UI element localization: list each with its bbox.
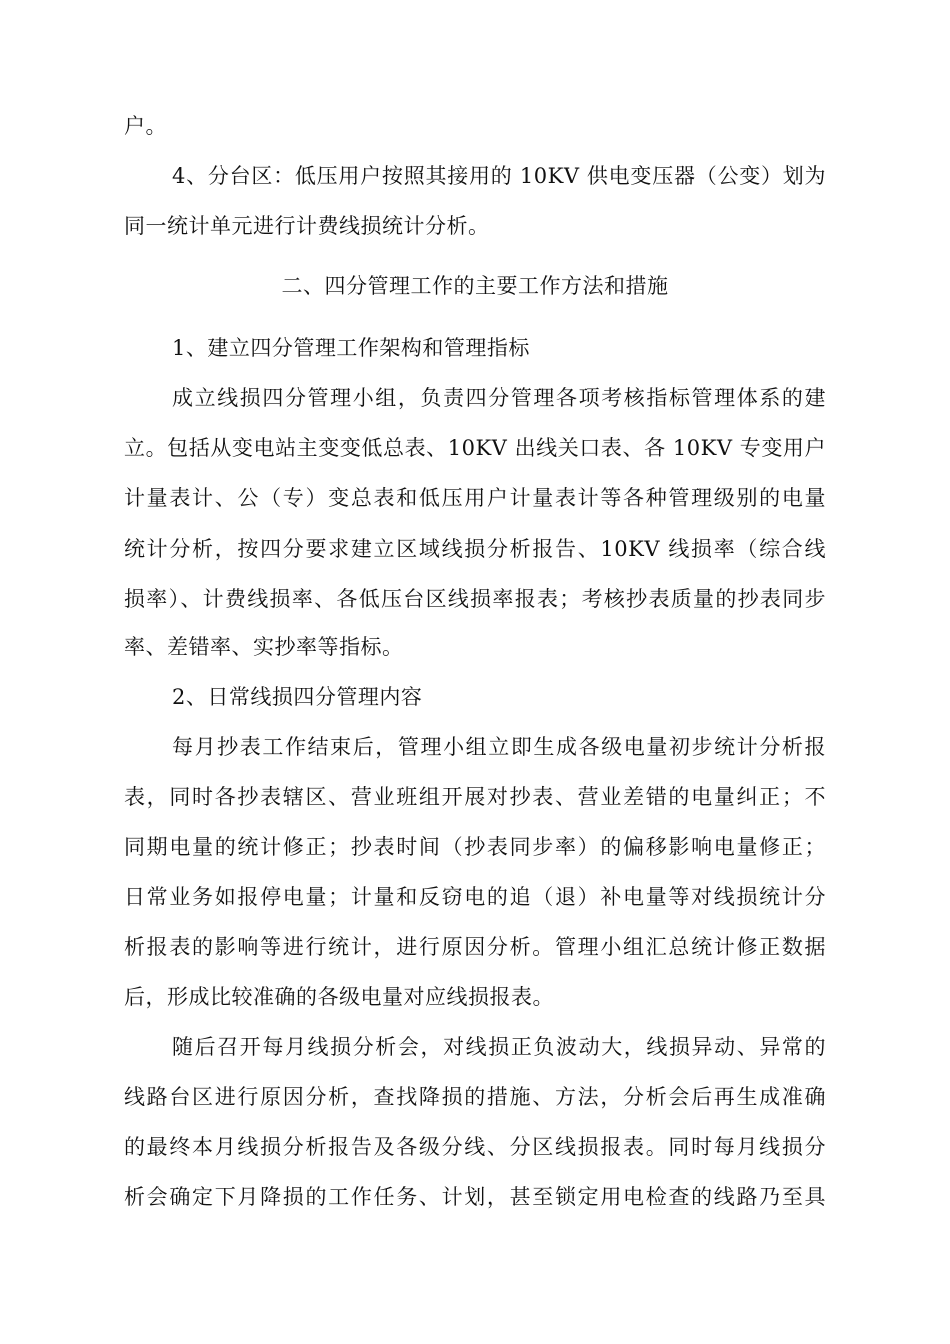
paragraph-line: 析报表的影响等进行统计，进行原因分析。管理小组汇总统计修正数据 — [124, 935, 826, 959]
subsection-heading: 2、日常线损四分管理内容 — [172, 685, 423, 709]
paragraph-line: 计量表计、公（专）变总表和低压用户计量表计等各种管理级别的电量 — [124, 486, 826, 510]
paragraph-line: 后，形成比较准确的各级电量对应线损报表。 — [124, 985, 554, 1009]
paragraph-line: 率、差错率、实抄率等指标。 — [124, 635, 404, 659]
paragraph-line: 成立线损四分管理小组，负责四分管理各项考核指标管理体系的建 — [172, 386, 826, 410]
paragraph-line: 同期电量的统计修正；抄表时间（抄表同步率）的偏移影响电量修正； — [124, 835, 826, 859]
section-heading: 二、四分管理工作的主要工作方法和措施 — [281, 274, 669, 298]
paragraph-line: 4、分台区：低压用户按照其接用的 10KV 供电变压器（公变）划为 — [172, 164, 826, 188]
paragraph-line: 表，同时各抄表辖区、营业班组开展对抄表、营业差错的电量纠正；不 — [124, 785, 826, 809]
paragraph-line: 损率）、计费线损率、各低压台区线损率报表；考核抄表质量的抄表同步 — [124, 587, 826, 611]
paragraph-line: 的最终本月线损分析报告及各级分线、分区线损报表。同时每月线损分 — [124, 1135, 826, 1159]
paragraph-line: 每月抄表工作结束后，管理小组立即生成各级电量初步统计分析报 — [172, 735, 826, 759]
paragraph-line: 户。 — [124, 114, 167, 138]
paragraph-line: 同一统计单元进行计费线损统计分析。 — [124, 214, 490, 238]
paragraph-line: 统计分析，按四分要求建立区域线损分析报告、10KV 线损率（综合线 — [124, 537, 826, 561]
paragraph-line: 随后召开每月线损分析会，对线损正负波动大，线损异动、异常的 — [172, 1035, 826, 1059]
paragraph-line: 立。包括从变电站主变变低总表、10KV 出线关口表、各 10KV 专变用户 — [124, 436, 826, 460]
paragraph-line: 日常业务如报停电量；计量和反窃电的追（退）补电量等对线损统计分 — [124, 885, 826, 909]
paragraph-line: 析会确定下月降损的工作任务、计划，甚至锁定用电检查的线路乃至具 — [124, 1185, 826, 1209]
paragraph-line: 线路台区进行原因分析，查找降损的措施、方法，分析会后再生成准确 — [124, 1085, 826, 1109]
subsection-heading: 1、建立四分管理工作架构和管理指标 — [172, 336, 530, 360]
